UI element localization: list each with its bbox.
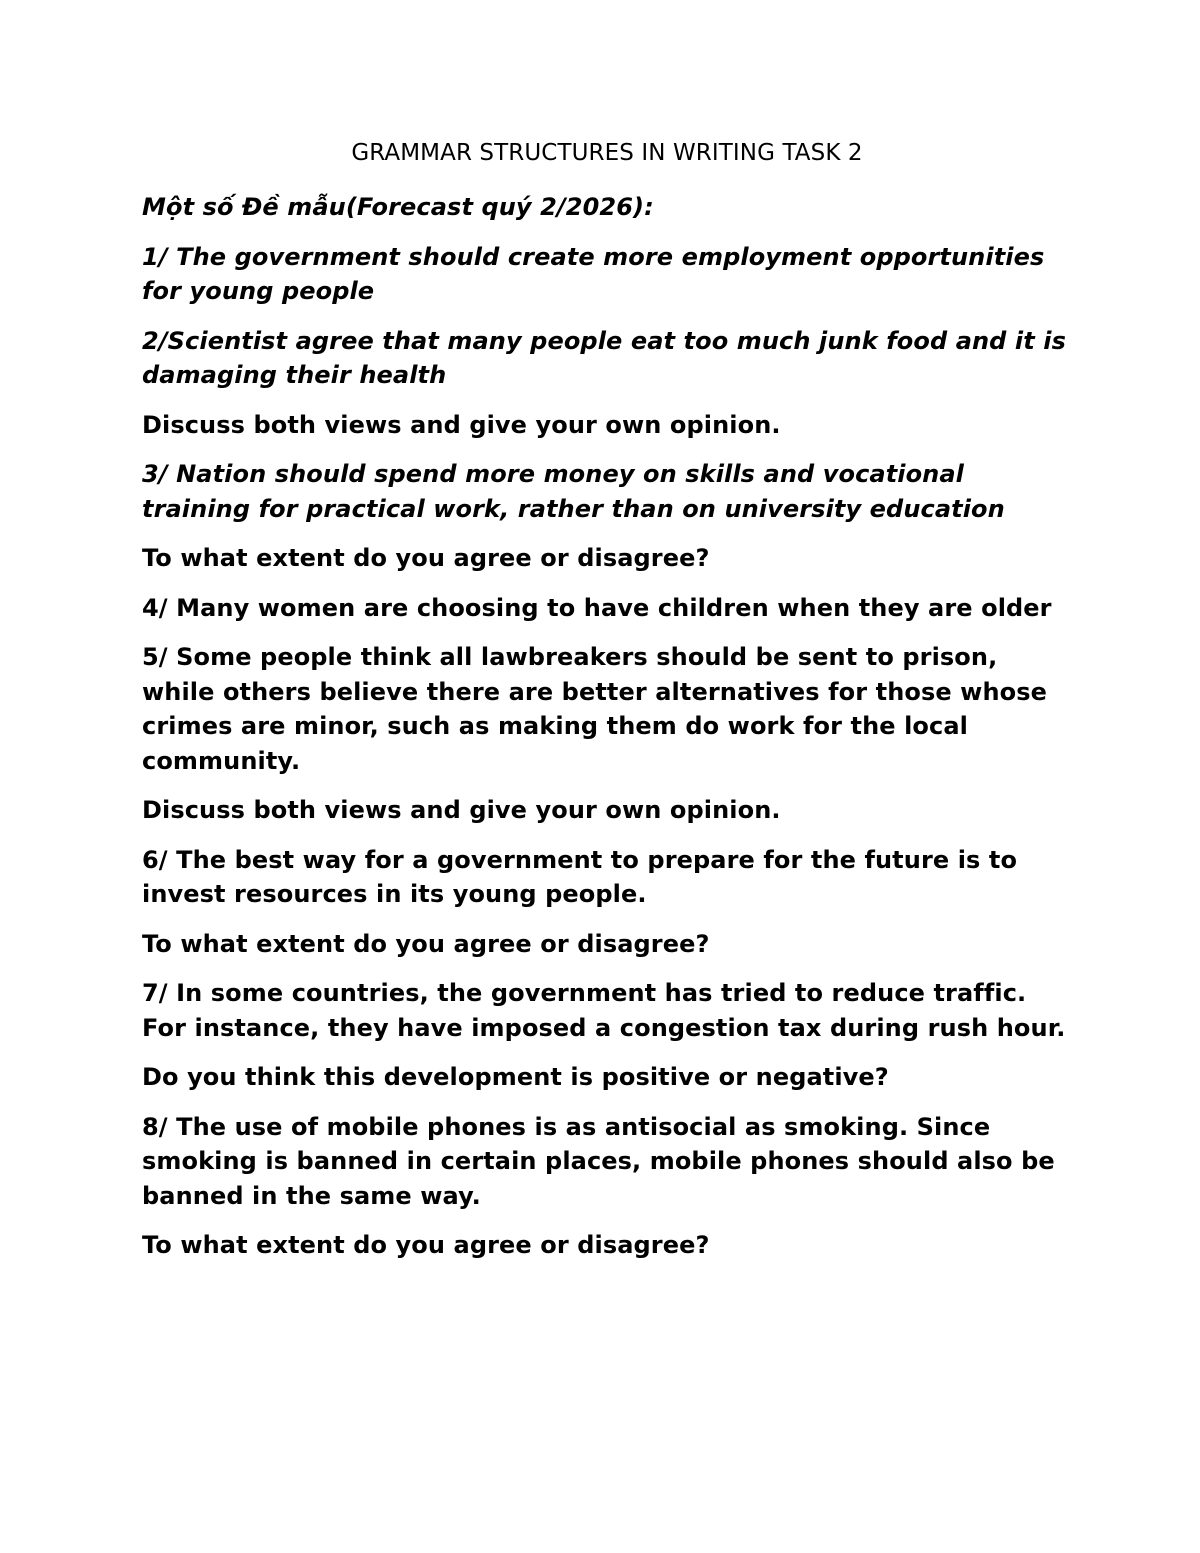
intro-heading: Một số Đề mẫu(Forecast quý 2/2026): [142,193,654,221]
topic-6: 6/ The best way for a government to prepare for the future is to invest resources in its young people. [142,845,1018,908]
topic-7-question: Do you think this development is positive or negative? [142,1063,889,1091]
topic-4: 4/ Many women are choosing to have children when they are older [142,593,1052,622]
topic-5-question: Discuss both views and give your own opinion. [142,796,781,824]
topic-7: 7/ In some countries, the government has tried to reduce traffic. For instance, they have imposed a congestion tax during rush hour. [142,979,1066,1042]
topic-3-question: To what extent do you agree or disagree? [142,544,710,572]
topic-2: 2/Scientist agree that many people eat too much junk food and it is damaging their health [142,326,1066,389]
topic-1: 1/ The government should create more employment opportunities for young people [142,242,1045,305]
topic-5: 5/ Some people think all lawbreakers should be sent to prison, while others believe there are better alternatives for those whose crimes are minor, such as making them do work for the local community. [142,643,1047,775]
topic-3: 3/ Nation should spend more money on skills and vocational training for practical work, rather than on university education [142,460,1005,523]
topic-6-question: To what extent do you agree or disagree? [142,929,710,958]
topic-8-question: To what extent do you agree or disagree? [142,1231,710,1259]
document-title: GRAMMAR STRUCTURES IN WRITING TASK 2 [351,140,863,166]
topic-8: 8/ The use of mobile phones is as antisocial as smoking. Since smoking is banned in certain places, mobile phones should also be banned in the same way. [142,1112,1055,1210]
document-page [142,140,1072,1278]
topic-2-question: Discuss both views and give your own opinion. [142,410,781,439]
